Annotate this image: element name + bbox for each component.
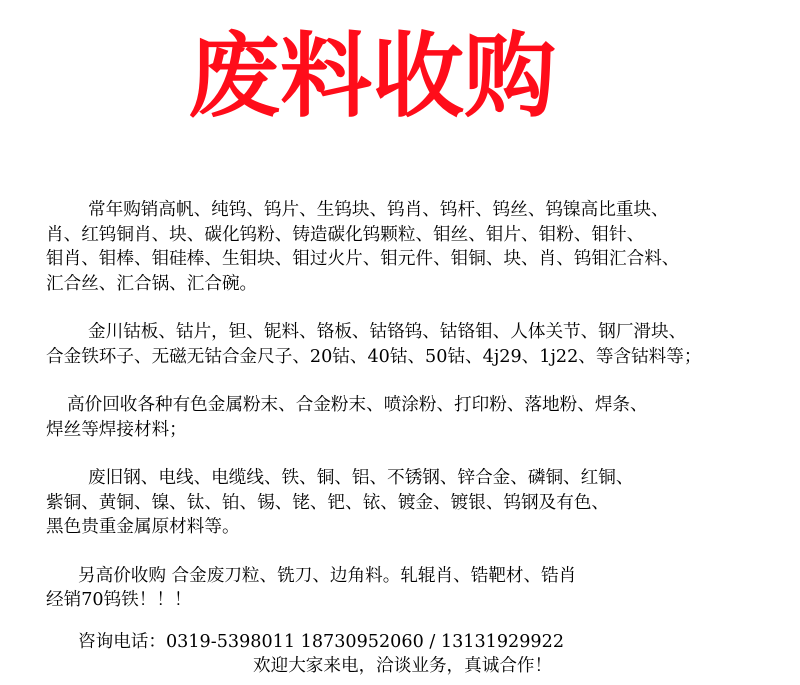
paragraph-cobalt	[46, 320, 796, 369]
text-line: 汇合丝、汇合锅、汇合碗。	[46, 273, 258, 294]
page-title: 废料收购	[188, 23, 557, 130]
main-content	[46, 198, 796, 637]
text-line: 另高价收购 合金废刀粒、铣刀、边角料。轧辊肖、锆靶材、锆肖	[78, 565, 577, 586]
paragraph-scrap-metals	[46, 466, 796, 540]
text-line: 肖、红钨铜肖、块、碳化钨粉、铸造碳化钨颗粒、钼丝、钼片、钼粉、钼针、	[46, 224, 645, 245]
text-line: 合金铁环子、无磁无钴合金尺子、20钴、40钴、50钴、4j29、1j22、等含钴料等；	[46, 346, 702, 367]
text-line: 紫铜、黄铜、镍、钛、铂、锡、铑、钯、铱、镀金、镀银、钨钢及有色、	[46, 492, 610, 513]
paragraph-metal-powder	[46, 393, 796, 442]
text-line: 金川钴板、钴片，钽、铌料、铬板、钴铬钨、钴铬钼、人体关节、钢厂滑块、	[88, 322, 687, 342]
text-line: 高价回收各种有色金属粉末、合金粉末、喷涂粉、打印粉、落地粉、焊条、	[67, 395, 648, 415]
text-line: 黑色贵重金属原材料等。	[46, 517, 240, 537]
text-line: 废旧钢、电线、电缆线、铁、铜、铝、不锈钢、锌合金、磷铜、红铜、	[88, 468, 634, 488]
text-line: 常年购销高帆、纯钨、钨片、生钨块、钨肖、钨杆、钨丝、钨镍高比重块、	[88, 200, 669, 220]
text-line: 钼肖、钼棒、钼硅棒、生钼块、钼过火片、钼元件、钼铜、块、肖、钨钼汇合料、	[46, 249, 680, 269]
text-line: 经销70钨铁！！！	[46, 590, 192, 610]
paragraph-alloy-cutters	[46, 564, 796, 613]
text-line: 焊丝等焊接材料；	[46, 419, 187, 440]
welcome-message: 欢迎大家来电，洽谈业务，真诚合作！	[253, 656, 553, 676]
contact-phone: 咨询电话：0319-5398011 18730952060 / 13131929922	[78, 632, 565, 652]
paragraph-tungsten-molybdenum	[46, 198, 796, 296]
